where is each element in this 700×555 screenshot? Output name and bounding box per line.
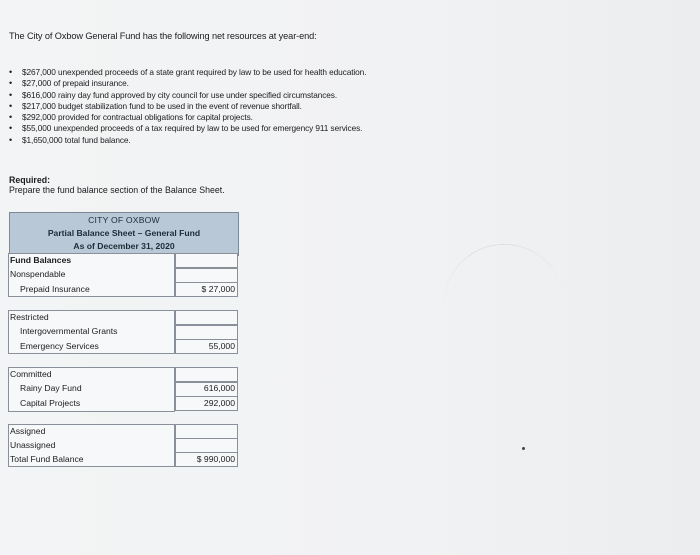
fund-balances-label: Fund Balances [10,255,72,265]
required-text: Prepare the fund balance section of the Balance Sheet. [9,185,225,195]
rainy-day-fund-label: Rainy Day Fund [20,383,82,393]
table-title-entity: CITY OF OXBOW [88,215,160,225]
fact-item: • $1,650,000 total fund balance. [9,135,366,146]
assigned-label: Assigned [10,426,46,436]
intergovernmental-grants-label: Intergovernmental Grants [20,326,118,336]
background-arc [436,236,567,343]
table-title-date: As of December 31, 2020 [73,241,175,251]
committed-label: Committed [10,369,52,379]
restricted-label: Restricted [10,312,49,322]
amount-cell[interactable] [175,268,238,283]
total-fund-balance-amount: $ 990,000 [196,454,235,464]
background-dot [522,447,525,450]
amount-cell[interactable] [175,310,238,325]
amount-cell-intergov[interactable] [175,325,238,340]
fact-item: • $267,000 unexpended proceeds of a state grant required by law to be used for health education. [9,67,366,78]
fact-item: • $55,000 unexpended proceeds of a tax required by law to be used for emergency 911 services. [9,123,366,134]
amount-cell[interactable] [175,253,238,268]
prepaid-insurance-label: Prepaid Insurance [20,284,90,294]
facts-list [9,67,366,146]
table-header [9,212,239,256]
capital-projects-amount: 292,000 [203,398,235,408]
capital-projects-label: Capital Projects [20,398,81,408]
table-title-statement: Partial Balance Sheet – General Fund [47,228,201,238]
required-heading: Required: [9,175,51,185]
total-fund-balance-label: Total Fund Balance [10,454,84,464]
amount-cell[interactable] [175,424,238,439]
amount-cell-assigned[interactable] [175,438,238,453]
fact-item: • $616,000 rainy day fund approved by city council for use under specified circumstances. [9,90,366,101]
fact-item: • $292,000 provided for contractual obligations for capital projects. [9,112,366,123]
unassigned-label: Unassigned [10,440,56,450]
emergency-services-label: Emergency Services [20,341,99,351]
emergency-services-amount: 55,000 [208,341,235,351]
nonspendable-label: Nonspendable [10,269,66,279]
prepaid-insurance-amount: $ 27,000 [201,284,235,294]
intro-text: The City of Oxbow General Fund has the following net resources at year-end: [9,31,317,41]
amount-cell[interactable] [175,367,238,382]
rainy-day-fund-amount: 616,000 [203,383,235,393]
fact-item: • $27,000 of prepaid insurance. [9,78,366,89]
fact-item: • $217,000 budget stabilization fund to be used in the event of revenue shortfall. [9,101,366,112]
